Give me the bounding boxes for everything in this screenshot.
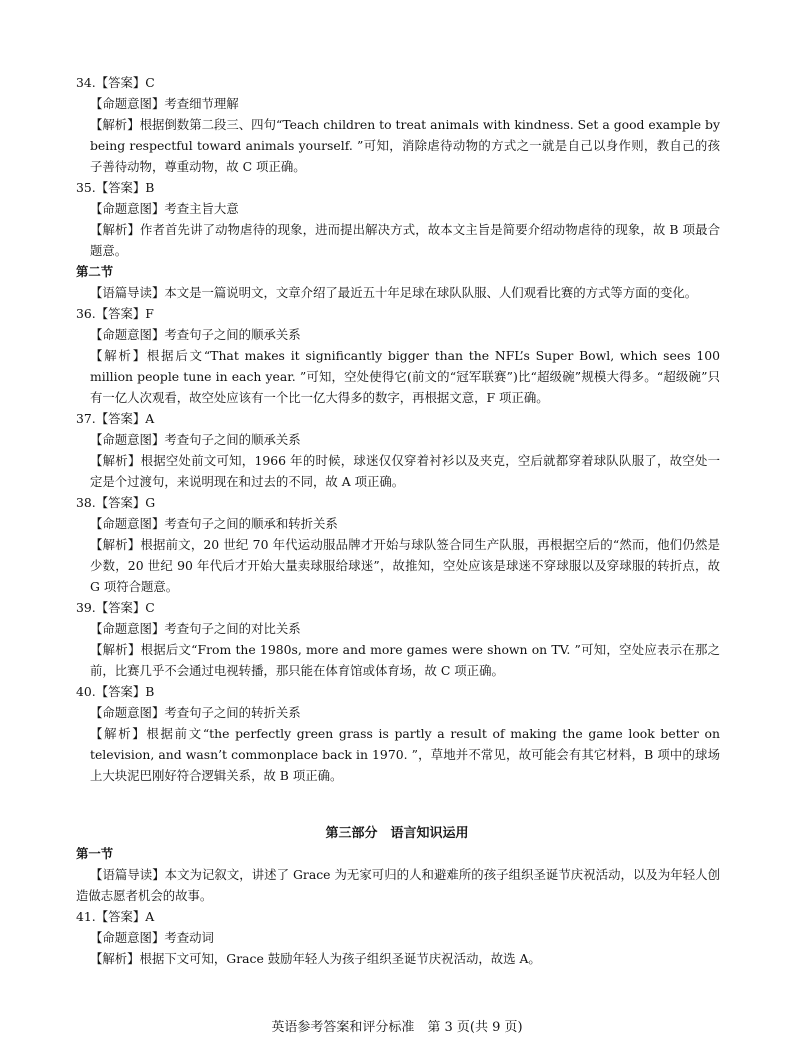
q35-intent: 【命题意图】考查主旨大意 (90, 201, 239, 216)
page-footer: 英语参考答案和评分标准 第 3 页(共 9 页) (271, 1020, 523, 1035)
part3-section1-heading: 第一节 (76, 846, 114, 861)
q38-answer: 38.【答案】G (76, 495, 156, 510)
q41-analysis: 【解析】根据下文可知，Grace 鼓励年轻人为孩子组织圣诞节庆祝活动，故选 A。 (90, 951, 541, 966)
q39-answer: 39.【答案】C (76, 600, 155, 615)
q36-intent: 【命题意图】考查句子之间的顺承关系 (90, 327, 301, 342)
section2-guide: 【语篇导读】本文是一篇说明文，文章介绍了最近五十年足球在球队队服、人们观看比赛的方式等方面的变化。 (90, 285, 698, 300)
q34-analysis: 【解析】根据倒数第二段三、四句“Teach children to treat animals with kindness. Set a good example by being respectful toward animals yourself. ”可知，消除虐待动物的方式之一就是自己以身作则，教自己的孩子善待动物，尊重动物，故 C 项正确。 (90, 117, 720, 174)
q37-intent: 【命题意图】考查句子之间的顺承关系 (90, 432, 301, 447)
q34-answer: 34.【答案】C (76, 75, 155, 90)
q35-answer: 35.【答案】B (76, 180, 155, 195)
q36-analysis: 【解析】根据后文“That makes it significantly bigger than the NFL’s Super Bowl, which sees 100 million people tune in each year. ”可知，空处使得它(前文的“冠军联赛”)比“超级碗”规模大得多。“超级碗”只有一亿人次观看，故空处应该有一个比一亿大得多的数字，再根据文意，F 项正确。 (90, 348, 720, 405)
q39-intent: 【命题意图】考查句子之间的对比关系 (90, 621, 301, 636)
q35-analysis: 【解析】作者首先讲了动物虐待的现象，进而提出解决方式，故本文主旨是简要介绍动物虐待的现象，故 B 项最合题意。 (90, 222, 720, 258)
q39-analysis: 【解析】根据后文“From the 1980s, more and more games were shown on TV. ”可知，空处应表示在那之前，比赛几乎不会通过电视转播，那只能在体育馆或体育场，故 C 项正确。 (90, 642, 720, 678)
answer-block-lower (76, 843, 720, 969)
q37-analysis: 【解析】根据空处前文可知，1966 年的时候，球迷仅仅穿着衬衫以及夹克，空后就都穿着球队队服了，故空处一定是个过渡句，来说明现在和过去的不同，故 A 项正确。 (90, 453, 720, 489)
answer-block-upper (76, 72, 720, 786)
q41-intent: 【命题意图】考查动词 (90, 930, 214, 945)
q40-intent: 【命题意图】考查句子之间的转折关系 (90, 705, 301, 720)
q40-analysis: 【解析】根据前文“the perfectly green grass is partly a result of making the game look better on television, and wasn’t commonplace back in 1970. ”，草地并不常见，故可能会有其它材料，B 项中的球场上大块泥巴刚好符合逻辑关系，故 B 项正确。 (90, 726, 720, 783)
q41-answer: 41.【答案】A (76, 909, 155, 924)
part3-title: 第三部分 语言知识运用 (325, 826, 469, 841)
q38-analysis: 【解析】根据前文，20 世纪 70 年代运动服品牌才开始与球队签合同生产队服，再根据空后的“然而，他们仍然是少数，20 世纪 90 年代后才开始大量卖球服给球迷”，故推知，空处应该是球迷不穿球服以及穿球服的转折点，故 G 项符合题意。 (90, 537, 720, 594)
q37-answer: 37.【答案】A (76, 411, 155, 426)
part3-guide: 【语篇导读】本文为记叙文，讲述了 Grace 为无家可归的人和避难所的孩子组织圣诞节庆祝活动，以及为年轻人创造做志愿者机会的故事。 (76, 867, 720, 903)
q40-answer: 40.【答案】B (76, 684, 155, 699)
section2-heading: 第二节 (76, 264, 114, 279)
q36-answer: 36.【答案】F (76, 306, 154, 321)
q38-intent: 【命题意图】考查句子之间的顺承和转折关系 (90, 516, 338, 531)
q34-intent: 【命题意图】考查细节理解 (90, 96, 239, 111)
